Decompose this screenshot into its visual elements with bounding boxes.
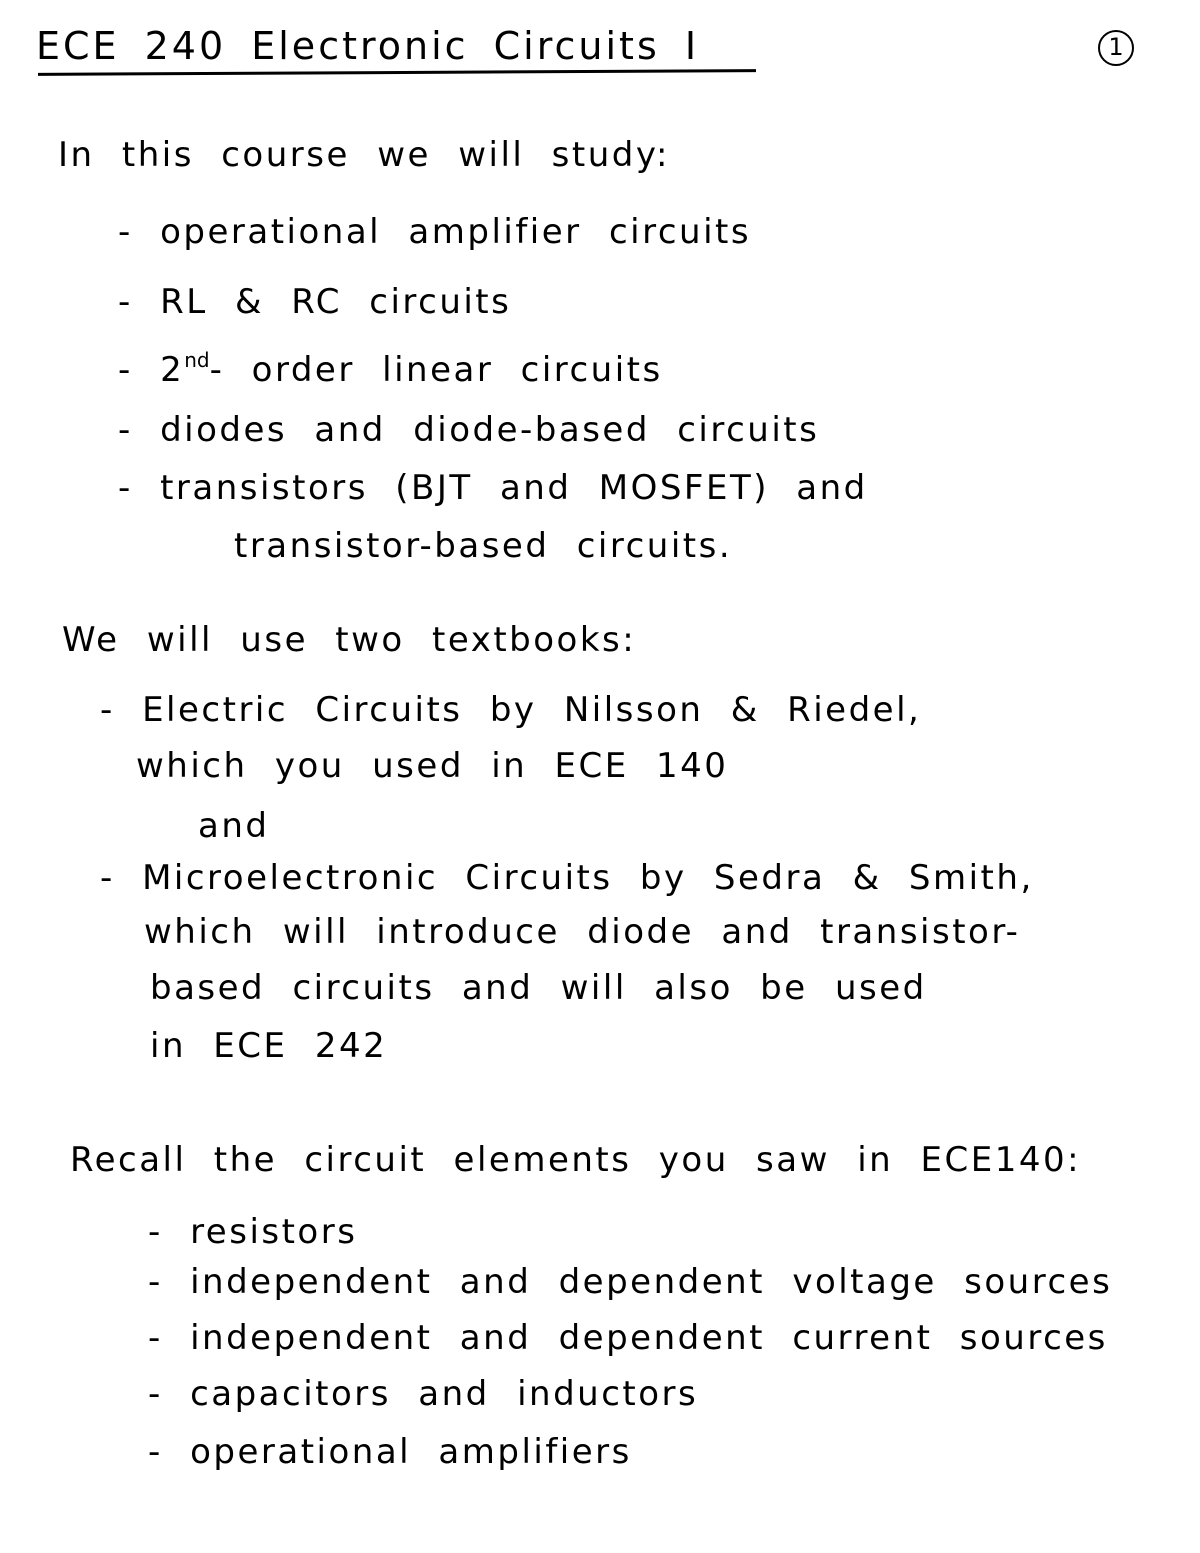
study-item-opamp: - operational amplifier circuits <box>118 212 752 252</box>
textbook-line-ece140: which you used in ECE 140 <box>136 746 729 786</box>
elements-intro: Recall the circuit elements you saw in ECE140: <box>70 1140 1082 1180</box>
study-intro: In this course we will study: <box>58 135 670 175</box>
textbook-line-sedra: - Microelectronic Circuits by Sedra & Smith, <box>100 858 1034 898</box>
element-item-capacitors-inductors: - capacitors and inductors <box>148 1374 699 1414</box>
element-item-voltage-sources: - independent and dependent voltage sources <box>148 1262 1113 1302</box>
element-item-current-sources: - independent and dependent current sources <box>148 1318 1108 1358</box>
textbook-line-nilsson: - Electric Circuits by Nilsson & Riedel, <box>100 690 922 730</box>
second-order-superscript: nd <box>184 348 210 372</box>
page-title: ECE 240 Electronic Circuits I <box>36 24 700 68</box>
textbook-line-ece242: in ECE 242 <box>150 1026 388 1066</box>
textbook-line-introduce: which will introduce diode and transistor- <box>144 912 1021 952</box>
page-number-badge: 1 <box>1098 30 1134 66</box>
title-underline <box>38 69 756 76</box>
study-item-transistors-cont: transistor-based circuits. <box>234 526 733 566</box>
second-order-text: - order linear circuits <box>209 350 663 390</box>
textbook-line-based: based circuits and will also be used <box>150 968 927 1008</box>
second-order-number: - 2 <box>118 350 185 390</box>
study-item-second-order <box>118 350 663 390</box>
textbook-line-and: and <box>198 806 270 846</box>
element-item-resistors: - resistors <box>148 1212 358 1252</box>
textbooks-intro: We will use two textbooks: <box>62 620 637 660</box>
study-item-transistors: - transistors (BJT and MOSFET) and <box>118 468 868 508</box>
study-item-rl-rc: - RL & RC circuits <box>118 282 512 322</box>
study-item-diodes: - diodes and diode-based circuits <box>118 410 820 450</box>
element-item-opamps: - operational amplifiers <box>148 1432 632 1472</box>
